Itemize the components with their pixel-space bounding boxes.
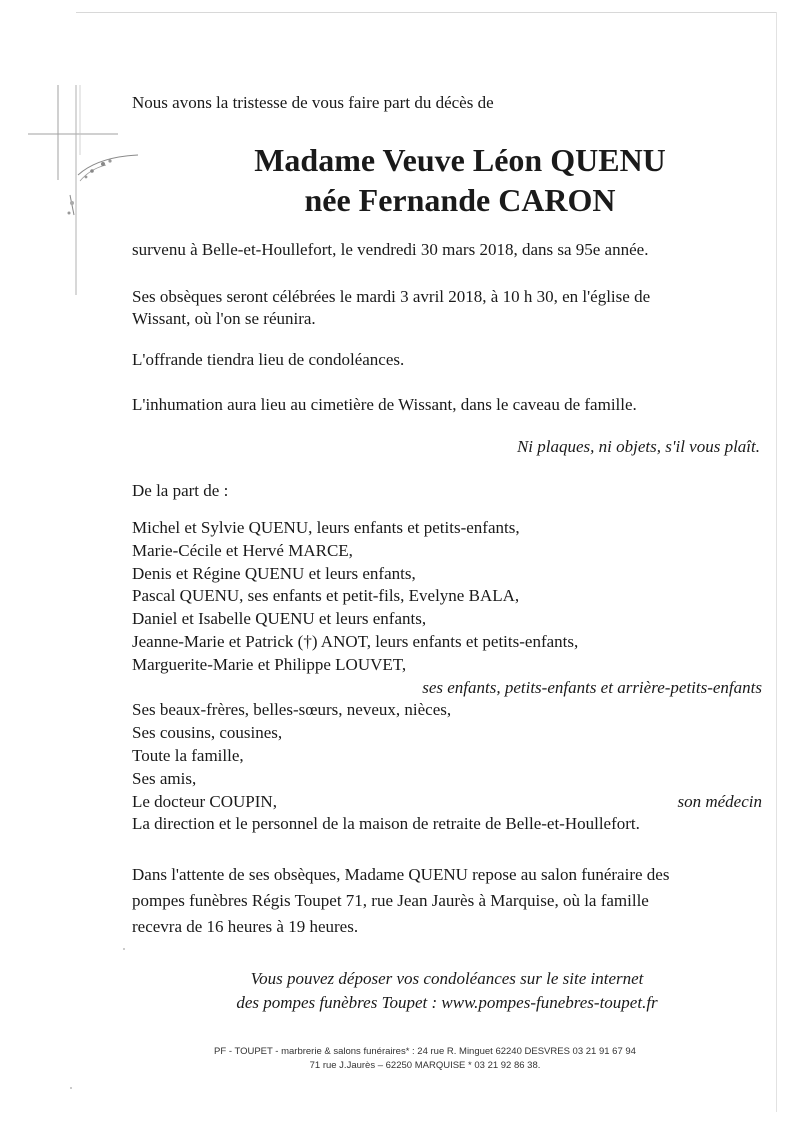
family-row-name: La direction et le personnel de la maison de retraite de Belle-et-Houllefort.	[132, 814, 640, 834]
family-list	[132, 517, 762, 836]
scan-speck	[70, 1087, 72, 1089]
burial-text: L'inhumation aura lieu au cimetière de Wissant, dans le caveau de famille.	[132, 395, 637, 414]
family-row-name: Denis et Régine QUENU et leurs enfants,	[132, 563, 416, 583]
repose-line-1: Dans l'attente de ses obsèques, Madame QUENU repose au salon funéraire des	[132, 865, 670, 884]
family-row	[132, 540, 762, 563]
family-row	[132, 791, 762, 814]
scan-speck	[123, 948, 125, 950]
family-row-name: Ses amis,	[132, 768, 197, 788]
page-border-right	[776, 12, 777, 1112]
page-border-top	[76, 12, 776, 13]
repose-paragraph	[132, 862, 772, 940]
family-row	[132, 585, 762, 608]
no-flowers-note: Ni plaques, ni objets, s'il vous plaît.	[516, 437, 760, 456]
deceased-name	[190, 140, 730, 220]
family-row	[132, 745, 762, 768]
family-row	[132, 722, 762, 745]
family-row-name: Michel et Sylvie QUENU, leurs enfants et petits-enfants,	[132, 518, 520, 537]
offering-text: L'offrande tiendra lieu de condoléances.	[132, 350, 405, 369]
family-row-name: Jeanne-Marie et Patrick (†) ANOT, leurs enfants et petits-enfants,	[132, 631, 579, 651]
funeral-details-line-1: Ses obsèques seront célébrées le mardi 3 avril 2018, à 10 h 30, en l'église de	[132, 287, 651, 306]
family-row-relation: ses enfants, petits-enfants et arrière-petits-enfants	[422, 677, 762, 697]
repose-line-2: pompes funèbres Régis Toupet 71, rue Jean Jaurès à Marquise, où la famille	[132, 891, 649, 910]
family-row-name: Toute la famille,	[132, 745, 244, 765]
family-heading: De la part de :	[132, 481, 229, 500]
family-row	[132, 699, 762, 722]
footer-line-2: 71 rue J.Jaurès – 62250 MARQUISE * 03 21 92 86 38.	[309, 1060, 541, 1071]
funeral-home-footer	[120, 1045, 730, 1073]
family-row	[132, 563, 762, 586]
funeral-details-line-2: Wissant, où l'on se réunira.	[132, 309, 316, 328]
family-row	[132, 813, 762, 836]
family-row	[132, 517, 762, 540]
family-row-name: Marie-Cécile et Hervé MARCE,	[132, 540, 353, 560]
intro-text: Nous avons la tristesse de vous faire part du décès de	[132, 93, 494, 112]
family-row	[132, 631, 762, 654]
family-row	[132, 608, 762, 631]
family-row	[132, 768, 762, 791]
family-row-name: Marguerite-Marie et Philippe LOUVET,	[132, 654, 407, 674]
footer-line-1: PF - TOUPET - marbrerie & salons funéraires* : 24 rue R. Minguet 62240 DESVRES 03 21 91 67 94	[214, 1046, 636, 1057]
online-condolences	[132, 967, 762, 1015]
family-row-name: Ses cousins, cousines,	[132, 723, 283, 743]
family-row-relation: son médecin	[677, 791, 762, 811]
family-row	[132, 677, 762, 700]
deceased-name-line-2: née Fernande CARON	[304, 182, 616, 218]
repose-line-3: recevra de 16 heures à 19 heures.	[132, 917, 359, 936]
online-line-1: Vous pouvez déposer vos condoléances sur le site internet	[250, 969, 644, 988]
online-line-2: des pompes funèbres Toupet : www.pompes-funebres-toupet.fr	[236, 993, 658, 1012]
family-row	[132, 654, 762, 677]
cross-with-flowers-icon	[28, 85, 158, 295]
family-row-name: Daniel et Isabelle QUENU et leurs enfants,	[132, 609, 427, 629]
death-details: survenu à Belle-et-Houllefort, le vendredi 30 mars 2018, dans sa 95e année.	[132, 240, 649, 259]
family-row-name: Pascal QUENU, ses enfants et petit-fils, Evelyne BALA,	[132, 586, 520, 606]
family-row-name: Le docteur COUPIN,	[132, 791, 277, 811]
deceased-name-line-1: Madame Veuve Léon QUENU	[254, 142, 666, 178]
family-row-name: Ses beaux-frères, belles-sœurs, neveux, nièces,	[132, 700, 452, 720]
